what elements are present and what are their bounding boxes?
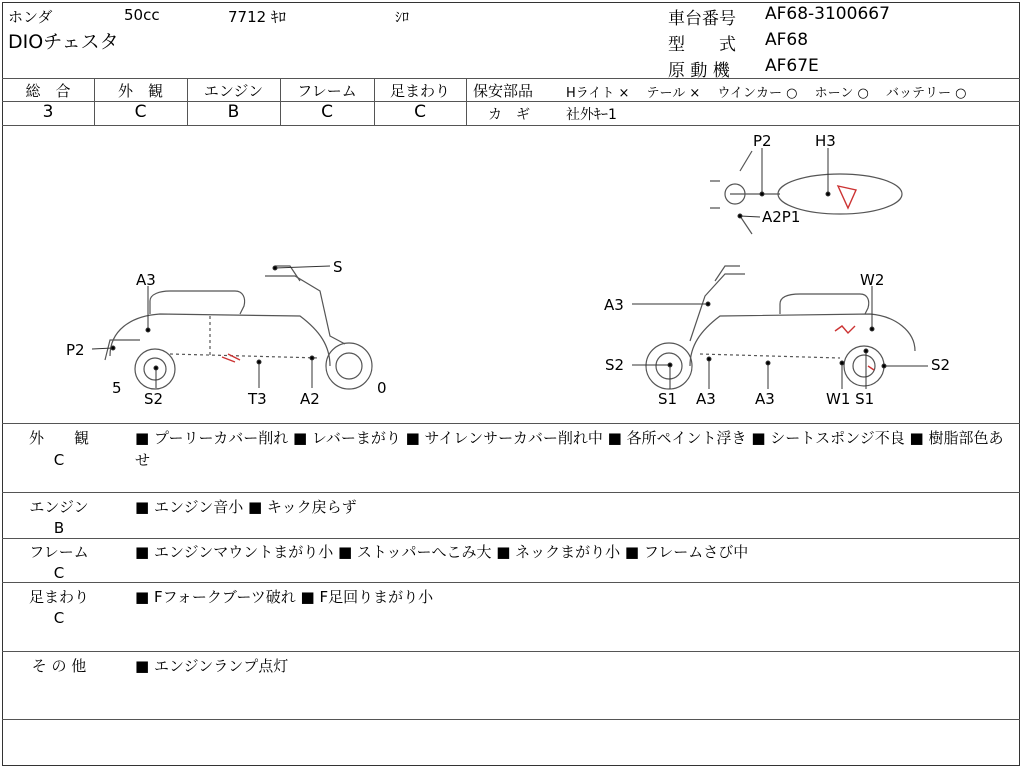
remark-exterior-text: ■ プーリーカバー削れ ■ レバーまがり ■ サイレンサーカバー削れ中 ■ 各所ペイント浮き ■ シートスポンジ不良 ■ 樹脂部色あせ — [135, 429, 1004, 469]
remark-suspension-label: 足まわり — [28, 588, 89, 606]
color: ｼﾛ — [395, 10, 409, 26]
label-p2: P2 — [66, 341, 85, 359]
rule — [2, 719, 1020, 720]
model-name: DIOチェスタ — [8, 31, 119, 53]
label-a2: A2 — [300, 390, 320, 408]
rule — [2, 78, 1020, 79]
label-a3-r2: A3 — [696, 390, 716, 408]
remark-other-text: ■ エンジンランプ点灯 — [135, 657, 289, 675]
mileage: 7712 ｷﾛ — [228, 8, 286, 26]
remark-frame-grade: C — [53, 564, 65, 582]
label-w2: W2 — [860, 271, 885, 289]
label-a3-r3: A3 — [755, 390, 775, 408]
remark-frame-text: ■ エンジンマウントまがり小 ■ ストッパーへこみ大 ■ ネックまがり小 ■ フレームさび中 — [135, 543, 749, 561]
remark-suspension-text: ■ Fフォークブーツ破れ ■ F足回りまがり小 — [135, 588, 434, 606]
remark-frame-label: フレーム — [29, 543, 89, 561]
label-p2-top: P2 — [753, 132, 772, 150]
engine-grade: B — [227, 102, 240, 122]
chassis-label: 車台番号 — [668, 9, 736, 29]
label-s2-r1: S2 — [605, 356, 625, 374]
key-label: カ ギ — [488, 107, 530, 123]
exterior-label: 外 観 — [117, 82, 163, 100]
label-w1-s1: W1 S1 — [826, 390, 875, 408]
type-value: AF68 — [765, 30, 809, 50]
rule — [2, 423, 1020, 424]
remark-engine-label: エンジン — [29, 498, 89, 516]
label-h3: H3 — [815, 132, 836, 150]
remark-engine-text: ■ エンジン音小 ■ キック戻らず — [135, 498, 357, 516]
rule — [2, 492, 1020, 493]
damage-diagram — [0, 126, 1024, 422]
label-s2: S2 — [144, 390, 164, 408]
remark-other-label: そ の 他 — [31, 657, 87, 675]
safety-label: 保安部品 — [473, 82, 534, 100]
rule — [466, 78, 467, 125]
frame-grade: C — [321, 102, 333, 122]
label-5: 5 — [112, 379, 122, 397]
suspension-grade: C — [414, 102, 426, 122]
label-a3: A3 — [136, 271, 156, 289]
type-label: 型 式 — [668, 35, 736, 55]
label-s1: S1 — [658, 390, 678, 408]
label-s: S — [333, 258, 343, 276]
maker: ホンダ — [8, 8, 53, 26]
label-t3: T3 — [248, 390, 267, 408]
label-s2-r2: S2 — [931, 356, 951, 374]
remark-engine-grade: B — [53, 519, 65, 537]
engine-model-label: 原 動 機 — [668, 61, 730, 81]
overall-label: 総 合 — [25, 82, 71, 100]
chassis-value: AF68-3100667 — [765, 4, 890, 24]
rule — [2, 582, 1020, 583]
rule — [2, 538, 1020, 539]
label-0: 0 — [377, 379, 387, 397]
rule — [2, 651, 1020, 652]
frame-label: フレーム — [297, 82, 357, 100]
suspension-label: 足まわり — [389, 82, 450, 100]
safety-items: Hライト × テール × ウインカー ○ ホーン ○ バッテリー ○ — [566, 86, 967, 101]
overall-grade: 3 — [42, 102, 54, 122]
engine-label: エンジン — [203, 82, 264, 100]
exterior-grade: C — [134, 102, 147, 122]
remark-suspension-grade: C — [53, 609, 65, 627]
label-a2p1: A2P1 — [762, 208, 801, 226]
engine-model-value: AF67E — [765, 56, 819, 76]
label-a3-r: A3 — [604, 296, 624, 314]
remark-exterior-grade: C — [53, 451, 65, 469]
displacement: 50cc — [124, 6, 160, 24]
remark-exterior-label: 外 観 — [28, 429, 89, 447]
key-value: 社外ｷｰ1 — [566, 107, 617, 123]
